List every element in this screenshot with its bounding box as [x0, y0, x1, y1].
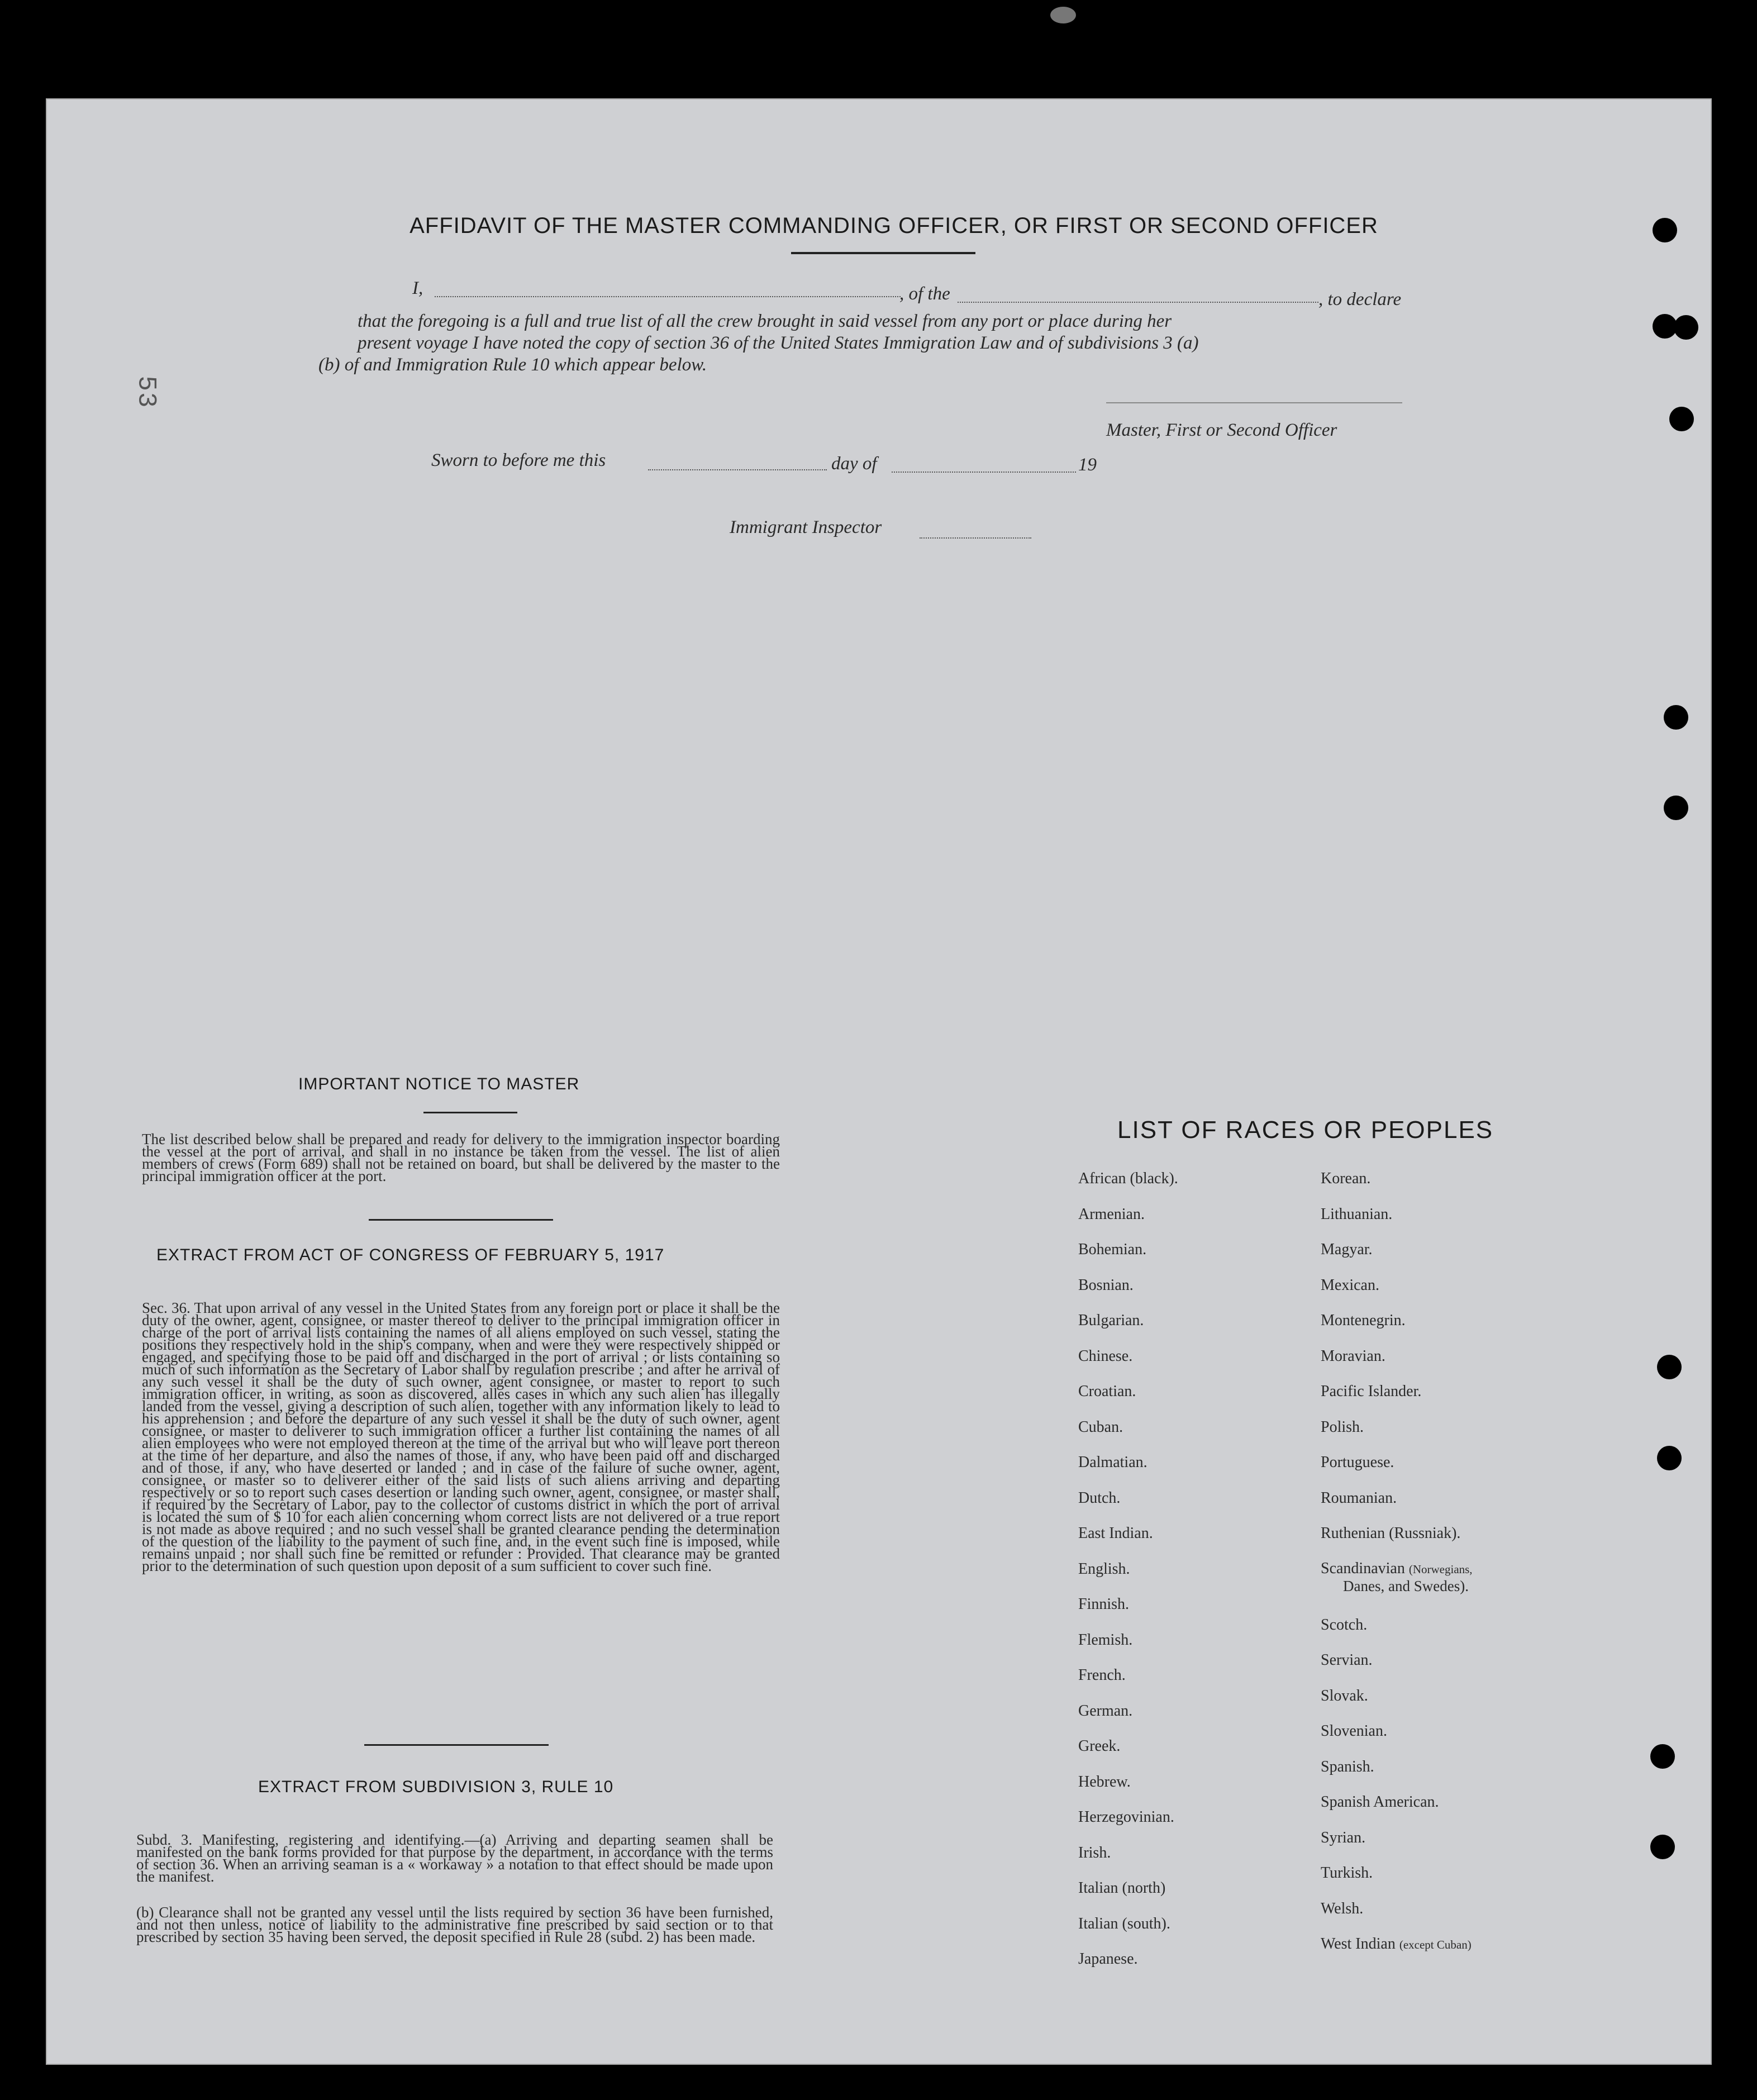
act-title: EXTRACT FROM ACT OF CONGRESS OF FEBRUARY 5, 1917	[156, 1246, 665, 1264]
race-label: Scotch.	[1321, 1616, 1368, 1634]
vessel-field[interactable]	[958, 302, 1318, 303]
race-label: Montenegrin.	[1321, 1312, 1406, 1329]
race-label: Ruthenian (Russniak).	[1321, 1525, 1461, 1542]
race-label: East Indian.	[1078, 1525, 1153, 1542]
margin-stamp: 53	[131, 375, 161, 409]
punch-hole	[1674, 315, 1698, 340]
race-label: Slovak.	[1321, 1687, 1368, 1704]
punch-hole	[1653, 218, 1677, 242]
races-column-1	[1078, 1170, 1178, 1986]
inspector-signature-field[interactable]	[920, 537, 1031, 539]
race-label: Portuguese.	[1321, 1454, 1394, 1471]
race-label: Armenian.	[1078, 1205, 1145, 1223]
race-item	[1078, 1170, 1178, 1206]
race-label: Cuban.	[1078, 1418, 1123, 1436]
race-item	[1078, 1347, 1178, 1383]
punch-hole	[1657, 1446, 1682, 1470]
race-note: (except Cuban)	[1399, 1938, 1472, 1951]
race-label: Italian (north)	[1078, 1879, 1166, 1897]
race-item	[1321, 1758, 1473, 1794]
race-item	[1078, 1808, 1178, 1844]
punch-hole	[1664, 705, 1688, 730]
name-field[interactable]	[435, 296, 901, 297]
race-label: Bohemian.	[1078, 1241, 1147, 1258]
rule-title: EXTRACT FROM SUBDIVISION 3, RULE 10	[258, 1778, 614, 1796]
race-label: Korean.	[1321, 1170, 1371, 1187]
affidavit-line-4: (b) of and Immigration Rule 10 which appear below.	[318, 355, 707, 375]
sworn-month-field[interactable]	[892, 472, 1076, 473]
race-note: (Norwegians,	[1408, 1562, 1473, 1576]
race-label: French.	[1078, 1666, 1126, 1684]
race-item	[1321, 1651, 1473, 1687]
punch-hole	[1650, 1744, 1675, 1769]
race-label: West Indian	[1321, 1935, 1396, 1953]
race-item	[1321, 1829, 1473, 1865]
race-item	[1078, 1950, 1178, 1986]
act-end-rule	[364, 1744, 549, 1746]
i-label: I,	[412, 278, 423, 298]
rule-text-b: (b) Clearance shall not be granted any vessel until the lists required by section 36 have been furnished, and not then unless, notice of liability to the administrative fine prescribed by said section or to that prescribed by section 35 having been served, the deposit specified in Rule 28 (subd. 2) has been made.	[136, 1904, 773, 1945]
race-label: English.	[1078, 1560, 1130, 1578]
race-item	[1078, 1489, 1178, 1525]
sworn-day-field[interactable]	[648, 469, 827, 470]
race-label: Welsh.	[1321, 1899, 1364, 1917]
race-label: Syrian.	[1321, 1828, 1366, 1846]
race-label: African (black).	[1078, 1170, 1178, 1187]
master-label: Master, First or Second Officer	[1106, 420, 1337, 440]
race-item	[1321, 1900, 1473, 1936]
race-item	[1078, 1737, 1178, 1773]
master-signature-line[interactable]	[1106, 402, 1402, 403]
race-label: Spanish American.	[1321, 1793, 1439, 1811]
race-label: Irish.	[1078, 1844, 1111, 1861]
affidavit-line-2: that the foregoing is a full and true list of all the crew brought in said vessel from any port or place during her	[358, 311, 1172, 331]
race-item	[1321, 1454, 1473, 1489]
race-label: Italian (south).	[1078, 1915, 1170, 1932]
race-item	[1078, 1666, 1178, 1702]
race-item	[1078, 1596, 1178, 1631]
race-item	[1078, 1915, 1178, 1951]
notice-title: IMPORTANT NOTICE TO MASTER	[298, 1075, 580, 1093]
act-text: Sec. 36. That upon arrival of any vessel in the United States from any foreign port or place it shall be the duty of the owner, agent, consignee, or master thereof to deliver to the principal immigration officer in charge of the port of arrival lists containing the names of all aliens employed on such vessel, stating the positions they respectively hold in the ship's company, when and were they were respectively shipped or engaged, and specifying those to be paid off and discharged in the port of arrival ; or lists containing so much of such information as the Secretary of Labor shall by regulation prescribe ; and after he arrival of any such vessel it shall be the duty of such owner, agent consignee, or master to report to such immigration officer, in writing, as soon as discovered, alles cases in which any such alien has illegally landed from the vessel, giving a description of such alien, together with any information likely to lead to his apprehension ; and before the departure of any such vessel it shall be the duty of such owner, agent consignee, or master to deliverer to such immigration officer a further list containing the names of all alien employees who were not employed thereon at the time of the arrival but who will leave port thereon at the time of her departure, and also the names of those, if any, who have been paid off and discharged and of those, if any, who have deserted or landed ; and in case of the failure of suche owner, agent, consignee, or master so to deliverer either of the said lists of such aliens arriving and departing respectively or so to report such cases desertion or landing such owner, agent, consignee, or master shall, if required by the Secretary of Labor, pay to the collector of customs district in which the port of arrival is located the sum of $ 10 for each alien concerning whom correct lists are not delivered or a true report is not made as above required ; and no such vessel shall be granted clearance pending the determination of the question of the liability to the payment of such fine, and, in the event such fine is imposed, while remains unpaid ; nor shall such fine be remitted or refunder : Provided. That clearance may be granted prior to the determination of such question upon deposit of a sum sufficient to cover such fine.	[142, 1299, 780, 1574]
affidavit-title: AFFIDAVIT OF THE MASTER COMMANDING OFFICER, OR FIRST OR SECOND OFFICER	[410, 213, 1378, 238]
race-label: Herzegovinian.	[1078, 1808, 1174, 1826]
race-label: Hebrew.	[1078, 1773, 1131, 1791]
day-of-label: day of	[831, 454, 877, 474]
race-item	[1078, 1277, 1178, 1312]
punch-hole	[1669, 407, 1694, 431]
race-label: Dutch.	[1078, 1489, 1121, 1507]
race-label: Lithuanian.	[1321, 1205, 1393, 1223]
race-item	[1321, 1418, 1473, 1454]
race-label: Roumanian.	[1321, 1489, 1397, 1507]
notice-end-rule	[369, 1219, 553, 1221]
title-rule	[791, 252, 975, 254]
race-item	[1321, 1722, 1473, 1758]
inspector-label: Immigrant Inspector	[730, 517, 882, 537]
races-column-2	[1321, 1170, 1473, 1971]
to-declare-label: , to declare	[1318, 289, 1402, 309]
race-label: Greek.	[1078, 1737, 1121, 1755]
edge-notch	[1050, 7, 1076, 23]
race-label: German.	[1078, 1702, 1133, 1720]
race-item	[1078, 1560, 1178, 1596]
race-item	[1321, 1277, 1473, 1312]
race-item	[1078, 1383, 1178, 1418]
race-item	[1321, 1489, 1473, 1525]
race-label: Flemish.	[1078, 1631, 1133, 1649]
races-title: LIST OF RACES OR PEOPLES	[1117, 1116, 1494, 1144]
race-label: Scandinavian	[1321, 1559, 1405, 1577]
race-item	[1321, 1383, 1473, 1418]
race-item	[1078, 1879, 1178, 1915]
race-item	[1321, 1241, 1473, 1277]
of-the-label: , of the	[899, 284, 950, 304]
race-label: Chinese.	[1078, 1347, 1133, 1365]
race-item	[1321, 1170, 1473, 1206]
punch-hole	[1657, 1355, 1682, 1379]
race-item	[1321, 1347, 1473, 1383]
race-item	[1321, 1525, 1473, 1560]
race-label: Servian.	[1321, 1651, 1373, 1669]
race-item	[1078, 1773, 1178, 1809]
race-item	[1321, 1616, 1473, 1652]
punch-hole	[1650, 1835, 1675, 1859]
race-item	[1321, 1560, 1473, 1616]
race-note: Danes, and Swedes).	[1343, 1577, 1469, 1594]
race-label: Spanish.	[1321, 1758, 1374, 1775]
race-item	[1321, 1312, 1473, 1347]
race-item	[1078, 1312, 1178, 1347]
race-label: Dalmatian.	[1078, 1454, 1147, 1471]
notice-text: The list described below shall be prepared and ready for delivery to the immigration inspector boarding the vessel at the port of arrival, and shall in no instance be taken from the vessel. The list of alien members of crews (Form 689) shall not be retained on board, but shall be delivered by the master to the principal immigration officer at the port.	[142, 1131, 780, 1184]
race-label: Pacific Islander.	[1321, 1383, 1422, 1400]
race-item	[1078, 1418, 1178, 1454]
affidavit-line-3: present voyage I have noted the copy of section 36 of the United States Immigration Law and of subdivisions 3 (a)	[358, 333, 1199, 353]
race-item	[1078, 1525, 1178, 1560]
race-label: Bulgarian.	[1078, 1312, 1144, 1329]
race-item	[1321, 1793, 1473, 1829]
sworn-label: Sworn to before me this	[431, 450, 606, 470]
race-item	[1078, 1844, 1178, 1880]
race-label: Japanese.	[1078, 1950, 1138, 1968]
race-item	[1321, 1687, 1473, 1723]
race-item	[1078, 1631, 1178, 1667]
race-item	[1078, 1702, 1178, 1738]
race-label: Croatian.	[1078, 1383, 1136, 1400]
race-item	[1321, 1935, 1473, 1971]
race-label: Bosnian.	[1078, 1276, 1134, 1294]
race-label: Slovenian.	[1321, 1722, 1387, 1740]
race-item	[1078, 1454, 1178, 1489]
race-item	[1078, 1241, 1178, 1277]
year-label: 19	[1078, 455, 1097, 475]
notice-rule	[423, 1112, 517, 1113]
rule-text-a: Subd. 3. Manifesting, registering and identifying.—(a) Arriving and departing seamen shall be manifested on the bank forms provided for that purpose by the department, in accordance with the terms of section 36. When an arriving seaman is a « workaway » a notation to that effect should be made upon the manifest.	[136, 1831, 773, 1885]
race-label: Polish.	[1321, 1418, 1364, 1436]
race-label: Magyar.	[1321, 1241, 1373, 1258]
race-label: Moravian.	[1321, 1347, 1385, 1365]
race-item	[1321, 1864, 1473, 1900]
race-label: Turkish.	[1321, 1864, 1373, 1882]
punch-hole	[1664, 796, 1688, 820]
race-item	[1078, 1206, 1178, 1241]
race-item	[1321, 1206, 1473, 1241]
race-label: Finnish.	[1078, 1596, 1130, 1613]
race-label: Mexican.	[1321, 1276, 1379, 1294]
